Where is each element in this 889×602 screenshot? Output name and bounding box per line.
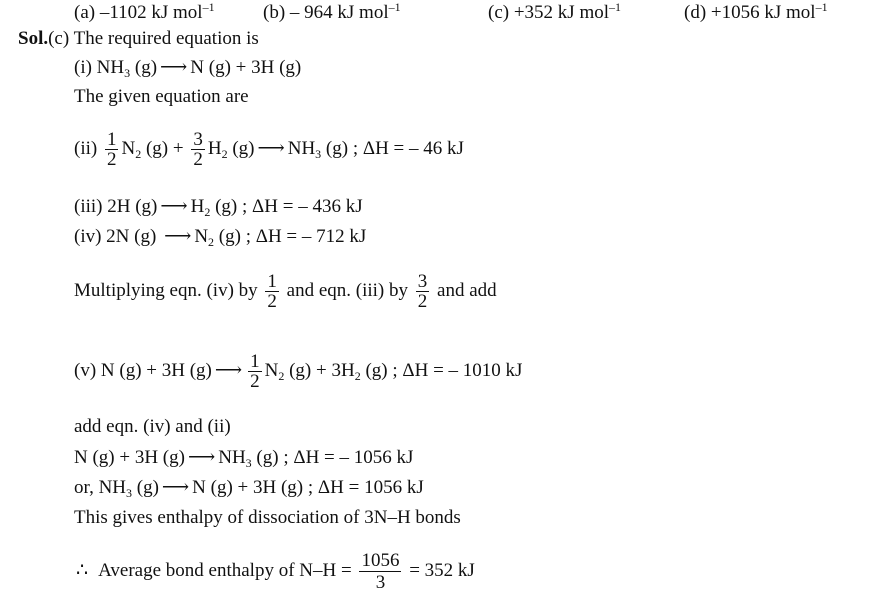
- eq-iv-rhs-rest: (g) ; ΔH = – 712 kJ: [214, 226, 367, 247]
- eq-v-rhs1-sub: 2: [278, 368, 285, 383]
- given-text: The given equation are: [74, 86, 249, 107]
- arrow-icon: ⟶: [187, 447, 216, 468]
- eq-rev-lhs: or, NH: [74, 477, 127, 498]
- fraction-numerator: 1056: [361, 550, 400, 571]
- arrow-icon: ⟶: [164, 226, 192, 247]
- fraction-numerator: 1: [267, 271, 277, 292]
- solution-label: Sol.: [18, 28, 49, 49]
- equation-i: [74, 57, 301, 79]
- fraction-three-halves: [416, 272, 430, 311]
- eq-ii-label: (ii): [74, 137, 98, 159]
- option-c: [488, 2, 621, 24]
- eq-iii-rhs: H: [190, 196, 205, 217]
- eq-ii-term1: N: [121, 137, 136, 159]
- eq-ii-rhs-sub: 3: [315, 146, 322, 161]
- fraction-one-half: [105, 130, 119, 169]
- fraction-denominator: 2: [417, 291, 428, 312]
- eq-rev-lhs-rest: (g): [132, 477, 159, 498]
- equation-ii: [74, 130, 464, 169]
- fraction-denominator: 2: [193, 149, 203, 170]
- fraction-numerator: 1: [106, 129, 117, 150]
- solution-intro: (c) The required equation is: [48, 28, 259, 49]
- fraction-denominator: 2: [250, 371, 260, 392]
- multiply-mid: and eqn. (iii) by: [286, 279, 409, 301]
- option-c-exponent: –1: [609, 0, 622, 14]
- eq-i-sub: 3: [124, 66, 131, 80]
- eq-iii-rhs-sub: 2: [204, 205, 211, 219]
- eq-v-rhs1: N: [264, 359, 279, 381]
- arrow-icon: ⟶: [257, 137, 285, 159]
- eq-i-rhs: N (g) + 3H (g): [190, 57, 302, 78]
- arrow-icon: ⟶: [160, 57, 188, 78]
- equation-v: [74, 352, 522, 391]
- final-value: = 352 kJ: [409, 559, 475, 581]
- option-a-text: (a) –1102 kJ mol: [74, 2, 203, 23]
- add-instruction: add eqn. (iv) and (ii): [74, 416, 231, 437]
- eq-iv-rhs: N: [194, 226, 209, 247]
- option-d-text: (d) +1056 kJ mol: [684, 2, 816, 23]
- eq-sum-lhs: N (g) + 3H (g): [74, 447, 185, 468]
- option-d: [684, 2, 828, 24]
- fraction-numerator: 3: [417, 271, 428, 292]
- equation-iii: [74, 196, 363, 218]
- equation-iv: [74, 226, 366, 248]
- eq-ii-term2: H: [207, 137, 222, 159]
- fraction-denominator: 3: [375, 572, 386, 593]
- arrow-icon: ⟶: [161, 477, 190, 498]
- eq-v-rhs2-rest: (g) ; ΔH = – 1010 kJ: [360, 359, 523, 381]
- option-d-exponent: –1: [815, 0, 828, 14]
- eq-ii-rhs: NH: [287, 137, 316, 159]
- eq-iv-rhs-sub: 2: [208, 235, 215, 249]
- eq-iii-lhs: (iii) 2H (g): [74, 196, 158, 217]
- equation-sum: [74, 447, 413, 469]
- fraction-denominator: 2: [106, 149, 117, 170]
- final-result: [76, 550, 475, 593]
- fraction-one-half: [248, 352, 262, 391]
- fraction-denominator: 2: [267, 291, 277, 312]
- option-b-exponent: –1: [388, 0, 401, 14]
- multiply-instruction: [74, 272, 497, 311]
- fraction-1056-over-3: [359, 550, 401, 593]
- option-a: [74, 2, 215, 24]
- eq-rev-rhs: N (g) + 3H (g) ; ΔH = 1056 kJ: [192, 477, 424, 498]
- eq-sum-rhs: NH: [218, 447, 246, 468]
- fraction-one-half: [265, 272, 279, 311]
- fraction-numerator: 1: [250, 351, 260, 372]
- eq-iii-rhs-rest: (g) ; ΔH = – 436 kJ: [210, 196, 363, 217]
- eq-ii-term2-rest: (g): [227, 137, 255, 159]
- multiply-post: and add: [437, 279, 497, 301]
- option-b-text: (b) – 964 kJ mol: [263, 2, 389, 23]
- eq-rev-lhs-sub: 3: [126, 486, 133, 500]
- multiply-pre: Multiplying eqn. (iv) by: [74, 279, 258, 301]
- therefore-icon: ∴: [76, 559, 89, 581]
- fraction-numerator: 3: [193, 129, 203, 150]
- option-c-text: (c) +352 kJ mol: [488, 2, 610, 23]
- eq-ii-term2-sub: 2: [221, 146, 228, 161]
- eq-iv-lhs: (iv) 2N (g): [74, 226, 162, 247]
- eq-v-lhs: (v) N (g) + 3H (g): [74, 359, 212, 381]
- arrow-icon: ⟶: [160, 196, 188, 217]
- final-text: Average bond enthalpy of N–H =: [98, 559, 352, 581]
- fraction-three-halves: [191, 130, 205, 169]
- eq-v-rhs2-sub: 2: [354, 368, 361, 383]
- eq-i-label: (i) NH: [74, 57, 125, 78]
- eq-ii-term1-rest: (g) +: [141, 137, 184, 159]
- eq-i-lhs-rest: (g): [130, 57, 158, 78]
- eq-v-rhs1-rest: (g) + 3H: [284, 359, 355, 381]
- arrow-icon: ⟶: [214, 359, 243, 381]
- solution-heading: [18, 28, 259, 50]
- eq-sum-rhs-sub: 3: [245, 456, 252, 470]
- dissociation-statement: This gives enthalpy of dissociation of 3N–H bonds: [74, 507, 461, 528]
- option-a-exponent: –1: [202, 0, 215, 14]
- option-b: [263, 2, 401, 24]
- equation-reverse: [74, 477, 424, 499]
- eq-ii-term1-sub: 2: [135, 146, 142, 161]
- eq-sum-rhs-rest: (g) ; ΔH = – 1056 kJ: [251, 447, 414, 468]
- eq-ii-rhs-rest: (g) ; ΔH = – 46 kJ: [321, 137, 464, 159]
